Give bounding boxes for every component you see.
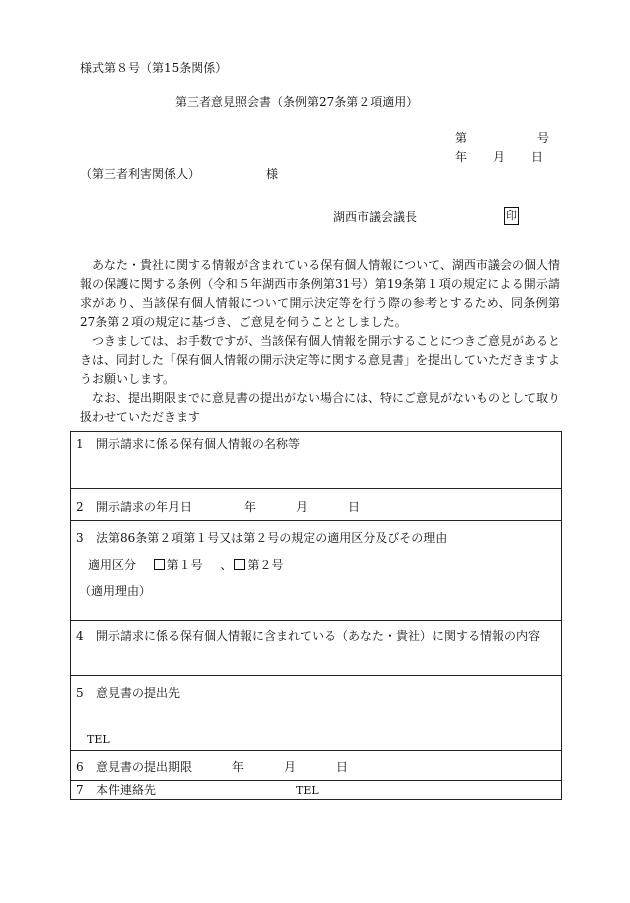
body-paragraph-1: あなた・貴社に関する情報が含まれている保有個人情報について、湖西市議会の個人情報の保護に関する条例（令和５年湖西市条例第31号）第19条第１項の規定による開示請求があり、当該保有個人情報について開示決定等を行う際の参考とするため、同条例第27条第２項の規定に基づき、ご意見を伺うこととしました。: [80, 258, 560, 329]
row-5-number: 5: [76, 686, 84, 700]
row-4-number: 4: [76, 629, 84, 643]
addressee-suffix: 様: [266, 167, 279, 181]
option-1-checkbox[interactable]: [154, 559, 165, 570]
body-paragraph-3: なお、提出期限までに意見書の提出がない場合には、特にご意見がないものとして取り扱わせていただきます: [80, 391, 561, 424]
category-label: 適用区分: [88, 558, 137, 572]
body-paragraph-2: つきましては、お手数ですが、当該保有個人情報を開示することにつきご意見があるときは、同封した「保有個人情報の開示決定等に関する意見書」を提出していただきますようお願いします。: [80, 334, 561, 386]
date-day: 日: [531, 150, 544, 164]
date-month: 月: [493, 150, 506, 164]
body-text: [80, 256, 560, 427]
row-5-label: 意見書の提出先: [96, 686, 181, 700]
document-number-line: [455, 131, 549, 145]
seal-mark: 印: [504, 207, 519, 225]
date-year: 年: [455, 150, 468, 164]
row-7-label: 本件連絡先: [96, 783, 157, 797]
row-3-label: 法第86条第２項第１号又は第２号の規定の適用区分及びその理由: [96, 531, 448, 545]
row-2-month: 月: [296, 500, 309, 514]
row-6-year: 年: [232, 760, 245, 774]
option-separator: 、: [220, 558, 233, 572]
sender-name: 湖西市議会議長: [333, 210, 418, 224]
row-7-number: 7: [76, 783, 84, 797]
row-6-label: 意見書の提出期限: [96, 760, 193, 774]
number-suffix: 号: [537, 131, 550, 145]
table-row-1: [71, 432, 561, 489]
row-1-number: 1: [76, 437, 84, 451]
document-date-line: [455, 150, 543, 164]
row-4-label: 開示請求に係る保有個人情報に含まれている（あなた・貴社）に関する情報の内容: [96, 629, 541, 643]
option-1-label: 第１号: [166, 558, 203, 572]
row-5-tel: TEL: [87, 733, 110, 746]
table-row-3: [71, 521, 561, 621]
form-number: 様式第８号（第15条関係）: [80, 61, 228, 75]
table-row-2: [71, 489, 561, 521]
row-6-month: 月: [284, 760, 297, 774]
row-2-day: 日: [348, 500, 361, 514]
row-3-number: 3: [76, 531, 84, 545]
option-2-checkbox[interactable]: [234, 559, 245, 570]
table-row-4: [71, 621, 561, 676]
table-row-5: [71, 676, 561, 751]
form-table: [70, 431, 562, 800]
row-6-number: 6: [76, 760, 84, 774]
row-7-tel: TEL: [296, 784, 319, 797]
option-2-label: 第２号: [247, 558, 284, 572]
document-title: 第三者意見照会書（条例第27条第２項適用）: [175, 95, 419, 109]
table-row-6: [71, 751, 561, 781]
row-1-label: 開示請求に係る保有個人情報の名称等: [96, 437, 301, 451]
row-2-year: 年: [244, 500, 257, 514]
reason-label: （適用理由）: [79, 584, 152, 598]
number-prefix: 第: [455, 131, 468, 145]
row-6-day: 日: [336, 760, 349, 774]
row-2-label: 開示請求の年月日: [96, 500, 193, 514]
table-row-7: [71, 781, 561, 799]
addressee: （第三者利害関係人）: [80, 167, 201, 181]
row-2-number: 2: [76, 500, 84, 514]
